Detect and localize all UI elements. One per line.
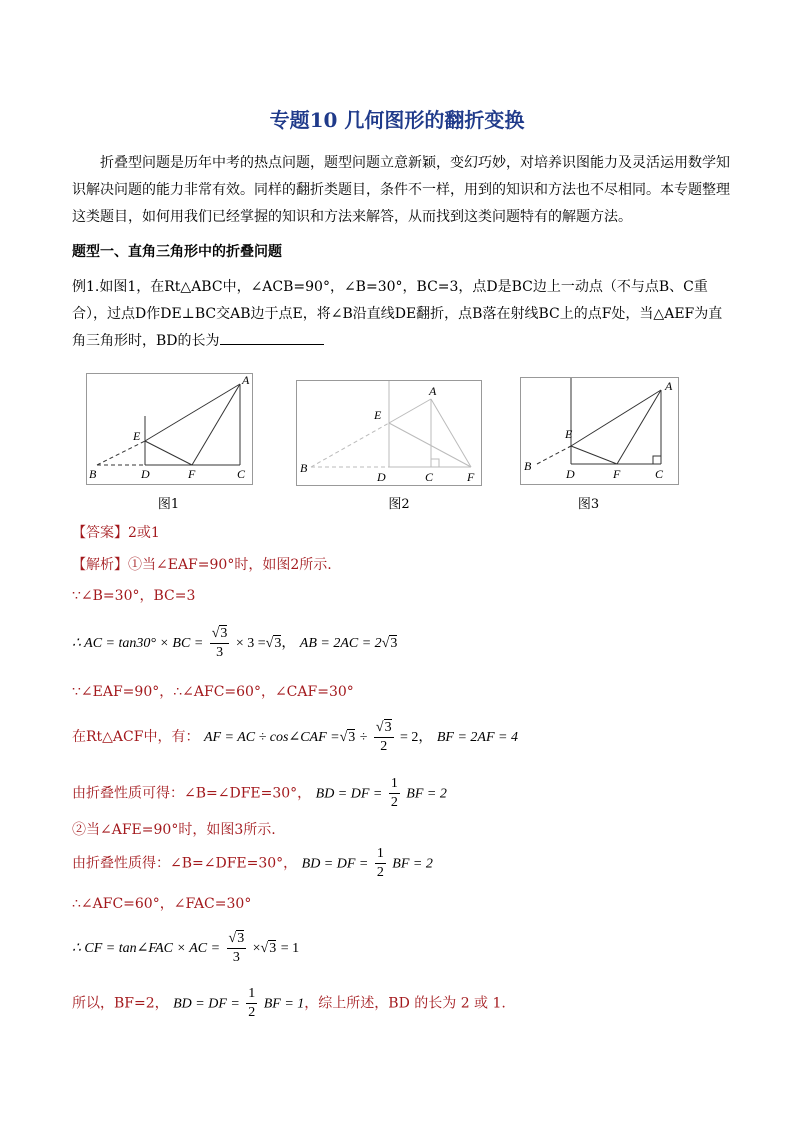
step3-lhs: ∴ CF = tan∠FAC × AC = — [72, 941, 221, 956]
step3-fraction: $\frac{√3}{3}$ — [228, 931, 245, 965]
step2-fraction: $\frac{√3}{2}$ — [375, 720, 392, 754]
fold1-line — [72, 775, 447, 812]
step1-rad: 3 — [220, 626, 228, 641]
right-angle-c — [653, 456, 661, 464]
fold1-expr: BD = DF = — [315, 786, 383, 802]
label-b: B — [300, 461, 308, 475]
step2-rad2: 3 — [384, 720, 392, 735]
conclusion-prefix: 所以，BF=2， — [72, 995, 169, 1012]
label-a: A — [665, 379, 673, 393]
step2-bf: BF = 2AF = 4 — [436, 730, 518, 745]
step2-div: ÷ — [359, 730, 368, 745]
case1-text: ①当∠EAF=90°时，如图2所示. — [128, 557, 332, 573]
figure-1-diagram — [87, 374, 252, 484]
step1-lhs: ∴ AC = tan30° × BC = — [72, 636, 204, 651]
step3-den: 3 — [232, 950, 240, 965]
conclusion-den: 2 — [248, 1005, 256, 1020]
step3-rad2: 3 — [269, 941, 277, 956]
step3-line: ∴ CF = tan∠FAC × AC = $\frac{√3}{3}$ ×√3 = 1 — [72, 931, 300, 965]
step2-line: 在Rt△ACF中，有： AF = AC ÷ cos∠CAF =√3 ÷ $\frac{√3}{2}$ = 2， BF = 2AF = 4 — [72, 720, 518, 754]
side-ea — [145, 384, 240, 441]
fold1-fraction — [389, 775, 400, 812]
analysis-case1 — [72, 554, 332, 574]
fold2-res: BF = 2 — [392, 856, 433, 872]
figure-3 — [520, 377, 679, 485]
analysis-label: 【解析】 — [72, 557, 128, 573]
label-e: E — [374, 408, 382, 422]
angles2-line: ∴∠AFC=60°，∠FAC=30° — [72, 896, 252, 912]
case2-line: ②当∠AFE=90°时，如图3所示. — [72, 822, 276, 838]
answer-label: 【答案】 — [72, 525, 128, 541]
figure-3-diagram — [521, 378, 678, 484]
label-a: A — [242, 374, 250, 387]
label-b: B — [524, 459, 532, 473]
side-ea — [389, 399, 431, 423]
page-title: 专题10 几何图形的翻折变换 — [269, 108, 525, 132]
fold-line-be — [97, 441, 145, 465]
segment-ef — [389, 423, 471, 467]
segment-ef — [571, 446, 617, 464]
fold2-fraction — [375, 845, 386, 882]
step2-res: = 2 — [400, 730, 419, 745]
figure-2-diagram — [297, 381, 481, 485]
label-c: C — [237, 467, 246, 481]
caption-1: 图1 — [157, 497, 180, 512]
step1-line: ∴ AC = tan30° × BC = $\frac{√3}{3}$ × 3 =√3， AB = 2AC = 2√3 — [72, 626, 398, 660]
side-ea — [571, 390, 661, 446]
fold2-line — [72, 845, 433, 882]
fold2-expr: BD = DF = — [301, 856, 369, 872]
step3-res: = 1 — [280, 941, 300, 956]
label-e: E — [133, 429, 141, 443]
given-line: ∵∠B=30°，BC=3 — [72, 588, 196, 604]
conclusion-expr: BD = DF = — [173, 996, 240, 1012]
conclusion-fraction — [246, 985, 257, 1022]
example-text: 例1.如图1，在Rt△ABC中，∠ACB=90°，∠B=30°，BC=3，点D是BC边上一动点（不与点B、C重合），过点D作DE⊥BC交AB边于点E，将∠B沿直线DE翻折，点B落在射线BC上的点F处，当△AEF为直角三角形时，BD的长为 — [72, 279, 723, 349]
answer-line — [72, 522, 160, 542]
step2-sep: ， — [418, 729, 433, 745]
figure-2 — [296, 380, 482, 486]
step1-den: 3 — [216, 645, 224, 660]
caption-3: 图3 — [577, 497, 600, 512]
fold2-num: 1 — [375, 845, 386, 864]
step1-fraction: $\frac{√3}{3}$ — [211, 626, 228, 660]
answer-blank — [220, 332, 324, 345]
figure-1 — [86, 373, 253, 485]
step3-rad: 3 — [237, 931, 245, 946]
label-e: E — [565, 427, 573, 441]
fold1-prefix: 由折叠性质可得：∠B=∠DFE=30°， — [72, 785, 312, 802]
conclusion-suffix: ，综上所述，BD 的长为 2 或 1. — [304, 995, 506, 1012]
step2-prefix: 在Rt△ACF中，有： — [72, 729, 200, 745]
label-a: A — [429, 384, 437, 398]
step1-sep: ， — [281, 635, 296, 651]
step2-expr: AF = AC ÷ cos∠CAF = — [203, 730, 340, 745]
example-problem — [72, 274, 732, 355]
step1-ab: AB = 2AC = 2 — [299, 636, 382, 651]
caption-2: 图2 — [388, 497, 410, 512]
step1-rad2: 3 — [274, 636, 282, 651]
fold-line-be — [537, 446, 571, 464]
label-f: F — [467, 470, 475, 484]
fold2-prefix: 由折叠性质得：∠B=∠DFE=30°， — [72, 855, 298, 872]
section-heading: 题型一、直角三角形中的折叠问题 — [72, 244, 282, 260]
right-angle-c — [431, 459, 439, 467]
label-d: D — [141, 467, 150, 481]
fold2-den: 2 — [376, 865, 384, 880]
step3-mid: × — [252, 941, 261, 956]
step2-den: 2 — [380, 739, 388, 754]
label-f: F — [188, 467, 196, 481]
conclusion-num: 1 — [246, 985, 257, 1004]
label-d: D — [377, 470, 386, 484]
step1-rad3: 3 — [390, 636, 398, 651]
intro-paragraph: 折叠型问题是历年中考的热点问题，题型问题立意新颖，变幻巧妙，对培养识图能力及灵活运用数学知识解决问题的能力非常有效。同样的翻折类题目，条件不一样，用到的知识和方法也不尽相同。本专题整理这类题目，如何用我们已经掌握的知识和方法来解答，从而找到这类问题特有的解题方法。 — [72, 155, 730, 225]
step2-rad: 3 — [348, 730, 356, 745]
label-d: D — [566, 467, 575, 481]
angles1-line: ∵∠EAF=90°，∴∠AFC=60°，∠CAF=30° — [72, 684, 354, 700]
label-c: C — [425, 470, 434, 484]
segment-fa — [192, 384, 240, 465]
fold1-res: BF = 2 — [406, 786, 447, 802]
segment-ef — [145, 441, 192, 465]
answer-value: 2或1 — [128, 525, 160, 541]
fold-line-be — [311, 423, 389, 467]
label-f: F — [613, 467, 621, 481]
conclusion-line — [72, 985, 506, 1022]
fold1-num: 1 — [389, 775, 400, 794]
fold1-den: 2 — [390, 795, 398, 810]
segment-fa — [617, 390, 661, 464]
label-c: C — [655, 467, 664, 481]
label-b: B — [89, 467, 97, 481]
step1-mid: × 3 = — [235, 636, 266, 651]
conclusion-res: BF = 1 — [263, 996, 305, 1012]
